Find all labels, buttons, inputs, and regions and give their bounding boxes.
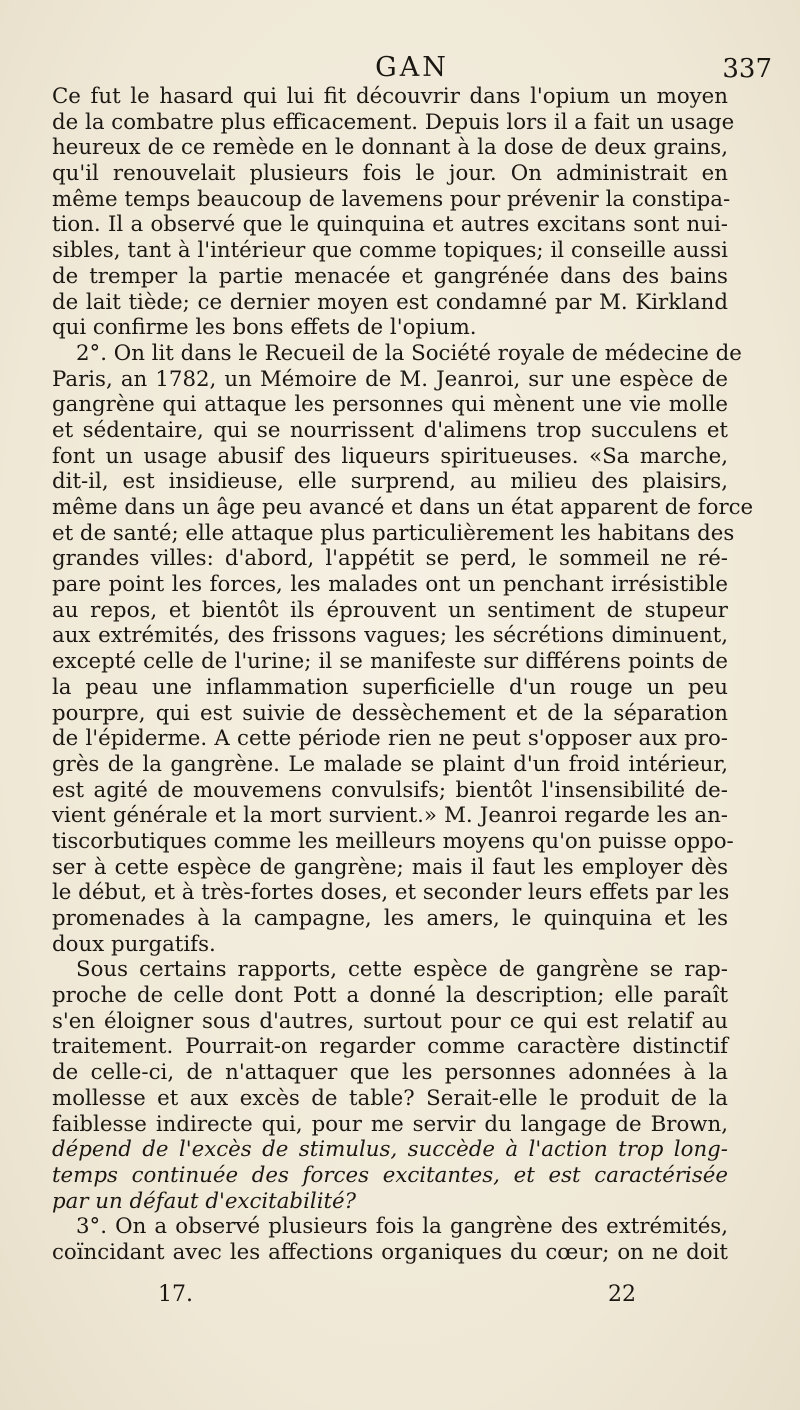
text-line: traitement. Pourrait-on regarder comme caractère distinctif [52,1034,728,1060]
text-line: Ce fut le hasard qui lui fit découvrir dans l'opium un moyen [52,84,728,109]
italic-text-line: par un défaut d'excitabilité? [52,1188,357,1214]
italic-text-line: dépend de l'excès de stimulus, succède à l'action trop long- [52,1137,728,1163]
text-line: qu'il renouvelait plusieurs fois le jour. On administrait en [52,161,728,187]
text-line: heureux de ce remède en le donnant à la dose de deux grains, [52,135,728,161]
italic-text-line: temps continuée des forces excitantes, et est caractérisée [52,1162,728,1188]
page-header [52,52,772,88]
text-line: font un usage abusif des liqueurs spiritueuses. «Sa marche, [52,443,728,469]
text-line: de celle-ci, de n'attaquer que les personnes adonnées à la [52,1060,728,1086]
text-line: aux extrémités, des frissons vagues; les sécrétions diminuent, [52,623,728,649]
text-line: au repos, et bientôt ils éprouvent un sentiment de stupeur [52,597,728,623]
text-line: pare point les forces, les malades ont un penchant irrésistible [52,572,728,598]
text-line: pourpre, qui est suivie de dessèchement et de la séparation [52,700,728,726]
text-line: est agité de mouvemens convulsifs; bientôt l'insensibilité de- [52,777,728,803]
text-line: sibles, tant à l'intérieur que comme topiques; il conseille aussi [52,238,728,264]
text-line: mollesse et aux excès de table? Serait-elle le produit de la [52,1085,728,1111]
text-line: même temps beaucoup de lavemens pour prévenir la constipa- [52,186,731,212]
running-head: GAN [375,52,449,83]
text-line: proche de celle dont Pott a donné la description; elle paraît [52,983,728,1009]
text-line: et de santé; elle attaque plus particulièrement les habitans des [52,520,735,546]
paragraph-start-line: Sous certains rapports, cette espèce de gangrène se rap- [76,957,728,983]
text-line: gangrène qui attaque les personnes qui mènent une vie molle [52,392,728,418]
text-line: tion. Il a observé que le quinquina et autres excitans sont nui- [52,212,728,238]
text-line: vient générale et la mort survient.» M. Jeanroi regarde les an- [52,803,728,829]
text-line: coïncidant avec les affections organiques du cœur; on ne doit [52,1239,728,1265]
text-line: de lait tiède; ce dernier moyen est condamné par M. Kirkland [52,289,728,315]
text-line: même dans un âge peu avancé et dans un état apparent de force [52,495,754,520]
text-line: de tremper la partie menacée et gangrénée dans des bains [52,263,728,289]
text-line: promenades à la campagne, les amers, le quinquina et les [52,906,728,931]
text-line: de l'épiderme. A cette période rien ne peut s'opposer aux pro- [52,726,728,752]
text-line: tiscorbutiques comme les meilleurs moyens qu'on puisse oppo- [52,828,734,854]
signature-mark: 17. [158,1282,193,1307]
sheet-number: 22 [608,1282,636,1307]
text-line: ser à cette espèce de gangrène; mais il faut les employer dès [52,854,728,880]
text-line: doux purgatifs. [52,931,216,957]
page-number: 337 [722,54,772,84]
text-line: et sédentaire, qui se nourrissent d'alimens trop succulens et [52,417,728,443]
text-line: de la combatre plus efficacement. Depuis lors il a fait un usage [52,109,735,135]
text-line: qui confirme les bons effets de l'opium. [52,315,477,341]
text-line: grès de la gangrène. Le malade se plaint d'un froid intérieur, [52,751,728,777]
text-line: excepté celle de l'urine; il se manifeste sur différens points de [52,649,728,675]
paragraph-start-line: 3°. On a observé plusieurs fois la gangrène des extrémités, [76,1214,728,1240]
body-text [52,84,754,1266]
paragraph-start-line: 2°. On lit dans le Recueil de la Société royale de médecine de [76,340,742,366]
text-line: faiblesse indirecte qui, pour me servir du langage de Brown, [52,1111,728,1137]
text-line: s'en éloigner sous d'autres, surtout pour ce qui est relatif au [52,1008,728,1034]
text-line: le début, et à très-fortes doses, et seconder leurs effets par les [52,880,730,906]
text-line: Paris, an 1782, un Mémoire de M. Jeanroi, sur une espèce de [52,366,728,392]
text-line: la peau une inflammation superficielle d'un rouge un peu [52,674,728,700]
text-line: dit-il, est insidieuse, elle surprend, au milieu des plaisirs, [52,469,728,495]
text-line: grandes villes: d'abord, l'appétit se perd, le sommeil ne ré- [52,546,728,572]
page-footer [52,1282,728,1312]
